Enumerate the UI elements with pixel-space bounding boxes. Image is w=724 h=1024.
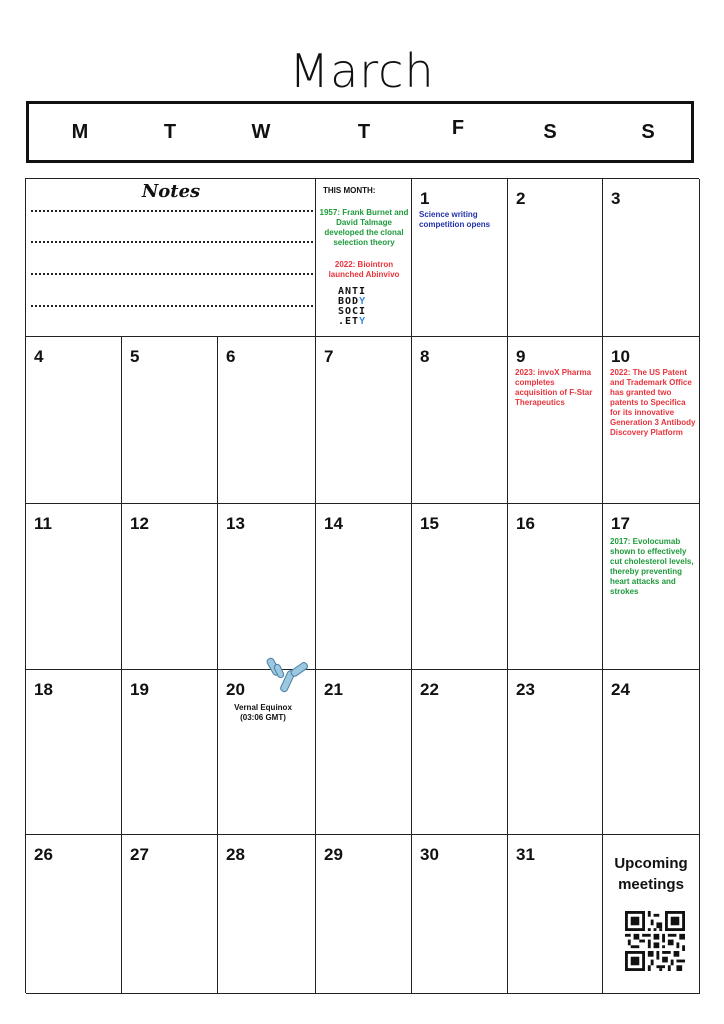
qr-code-icon[interactable] [625,911,685,971]
day-cell[interactable] [122,670,218,835]
weekday-mon: M [71,120,89,143]
day-cell[interactable] [26,670,122,835]
day-number: 20 [226,680,245,699]
notes-line [31,241,313,243]
day-number: 28 [226,845,245,864]
day-cell[interactable] [603,670,700,835]
day-cell[interactable] [316,835,412,994]
logo-line: SOCI [338,306,367,317]
weekday-wed: W [251,120,271,143]
weekday-thu: T [357,120,371,143]
day-number: 5 [130,347,140,366]
day-event: 2023: invoX Pharma completes acquisition of F-Star Therapeutics [515,368,593,407]
day-number: 30 [420,845,439,864]
day-number: 24 [611,680,630,699]
this-month-event: 2022: Biointron launched Abinvivo [328,260,400,279]
day-number: 22 [420,680,439,699]
day-event: Vernal Equinox (03:06 GMT) [234,703,292,722]
antibody-society-logo [338,287,366,327]
weekday-tue: T [163,120,177,143]
day-cell[interactable] [218,504,316,670]
day-number: 2 [516,189,526,208]
notes-cell[interactable] [26,179,316,337]
day-number: 19 [130,680,149,699]
month-title: March [289,44,435,98]
day-cell[interactable] [412,504,508,670]
day-cell[interactable] [122,337,218,504]
logo-line: ANTI [338,286,367,297]
day-cell[interactable] [218,835,316,994]
day-cell[interactable] [603,179,700,337]
day-cell[interactable] [508,835,603,994]
day-cell[interactable] [316,670,412,835]
day-number: 18 [34,680,53,699]
day-number: 26 [34,845,53,864]
day-number: 11 [34,514,52,533]
calendar-grid [25,178,699,993]
day-number: 14 [324,514,343,533]
logo-line: BODY [338,296,367,307]
day-number: 15 [420,514,439,533]
day-cell[interactable] [603,504,700,670]
day-number: 13 [226,514,245,533]
this-month-event: 1957: Frank Burnet and David Talmage developed the clonal selection theory [319,208,409,247]
day-number: 6 [226,347,236,366]
notes-line [31,210,313,212]
notes-line [31,305,313,307]
upcoming-meetings-cell[interactable] [603,835,700,994]
day-event: Science writing competition opens [419,210,491,229]
notes-line [31,273,313,275]
day-cell[interactable] [412,835,508,994]
day-cell[interactable] [26,835,122,994]
upcoming-meetings-label: Upcoming meetings [614,855,688,893]
day-cell[interactable] [508,179,603,337]
weekday-sat: S [543,120,557,143]
day-cell[interactable] [508,337,603,504]
day-cell[interactable] [26,504,122,670]
day-cell[interactable] [122,504,218,670]
day-number: 1 [420,189,430,208]
day-number: 7 [324,347,334,366]
day-cell[interactable] [316,337,412,504]
day-number: 9 [516,347,526,366]
day-cell[interactable] [508,670,603,835]
antibody-icon [262,656,312,696]
day-event: 2022: The US Patent and Trademark Office has granted two patents to Specifica for its innovative Generation 3 Antibody Discovery Platform [610,368,696,437]
day-cell[interactable] [412,670,508,835]
day-cell[interactable] [508,504,603,670]
weekday-fri: F [451,116,465,139]
day-cell[interactable] [316,504,412,670]
day-number: 23 [516,680,535,699]
notes-title: Notes [141,181,201,202]
day-number: 12 [130,514,149,533]
day-cell[interactable] [122,835,218,994]
day-cell[interactable] [218,337,316,504]
day-number: 17 [611,514,630,533]
day-cell[interactable] [412,337,508,504]
day-number: 29 [324,845,343,864]
day-event: 2017: Evolocumab shown to effectively cut cholesterol levels, thereby preventing heart attacks and strokes [610,537,694,596]
day-cell[interactable] [412,179,508,337]
this-month-heading: THIS MONTH: [323,186,376,195]
day-number: 3 [611,189,621,208]
day-number: 31 [516,845,535,864]
day-number: 10 [611,347,630,366]
day-number: 8 [420,347,430,366]
this-month-cell [316,179,412,337]
day-cell[interactable] [603,337,700,504]
day-number: 21 [324,680,343,699]
weekday-header [26,101,694,163]
logo-line: .ETY [338,316,367,327]
day-cell[interactable] [26,337,122,504]
day-number: 4 [34,347,44,366]
day-number: 16 [516,514,535,533]
weekday-sun: S [641,120,655,143]
day-number: 27 [130,845,149,864]
